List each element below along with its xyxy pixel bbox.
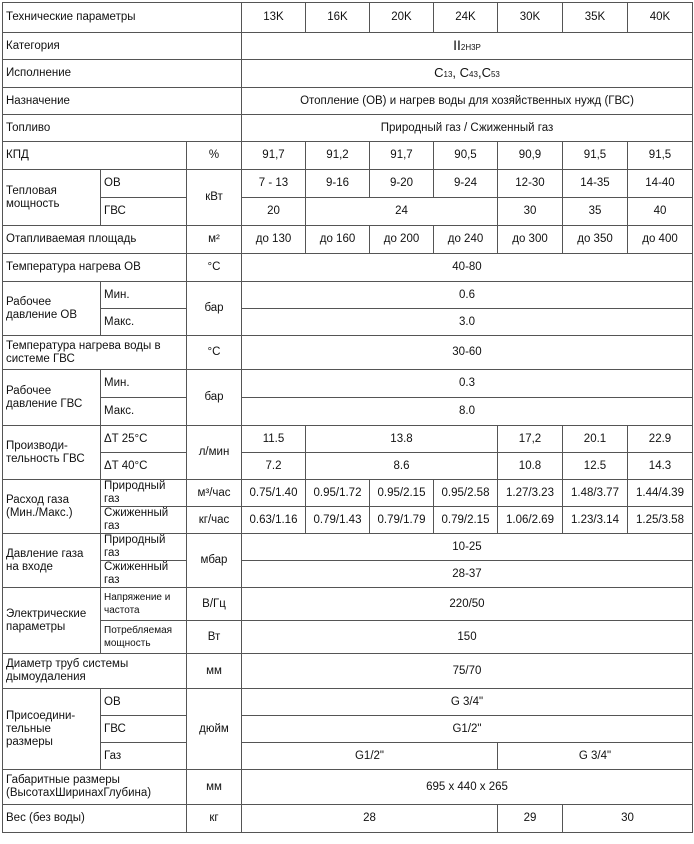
model-20k: 20K <box>370 3 434 33</box>
gas-consumption-lpg-label: Сжиженный газ <box>101 507 187 534</box>
gas-consumption-lpg-16k: 0.79/1.43 <box>306 507 370 534</box>
thermal-power-dhw-35k: 35 <box>563 198 628 226</box>
thermal-power-heating-13k: 7 - 13 <box>242 170 306 198</box>
gas-consumption-natural-unit: м³/час <box>187 480 242 507</box>
thermal-power-dhw-13k: 20 <box>242 198 306 226</box>
heated-area-13k: до 130 <box>242 226 306 254</box>
efficiency-20k: 91,7 <box>370 142 434 170</box>
gas-consumption-lpg-30k: 1.06/2.69 <box>498 507 563 534</box>
electrical-power-value: 150 <box>242 621 693 654</box>
gas-consumption-natural-row <box>3 480 693 507</box>
connections-gas-row <box>3 743 693 770</box>
execution-c2: C <box>459 65 470 80</box>
purpose-label: Назначение <box>3 88 242 115</box>
gas-pressure-lpg-row <box>3 561 693 588</box>
heating-temp-unit: °С <box>187 254 242 282</box>
dhw-temp-value: 30-60 <box>242 336 693 370</box>
dhw-pressure-label: Рабочее давление ГВС <box>3 370 101 426</box>
electrical-voltage-value: 220/50 <box>242 588 693 621</box>
weight-unit: кг <box>187 805 242 833</box>
heating-temp-value: 40-80 <box>242 254 693 282</box>
productivity-dt25-row <box>3 426 693 453</box>
execution-value: C13, C43,C53 <box>242 60 693 88</box>
model-40k: 40K <box>628 3 693 33</box>
productivity-dt25-30k: 17,2 <box>498 426 563 453</box>
productivity-dt40-30k: 10.8 <box>498 453 563 480</box>
connections-dhw-value: G1/2" <box>242 716 693 743</box>
dhw-pressure-min-label: Мин. <box>101 370 187 398</box>
execution-label: Исполнение <box>3 60 242 88</box>
heated-area-35k: до 350 <box>563 226 628 254</box>
flue-value: 75/70 <box>242 654 693 689</box>
thermal-power-heating-label: ОВ <box>101 170 187 198</box>
gas-consumption-lpg-35k: 1.23/3.14 <box>563 507 628 534</box>
productivity-dt40-row <box>3 453 693 480</box>
dhw-temp-unit: °С <box>187 336 242 370</box>
dhw-temp-row <box>3 336 693 370</box>
dhw-pressure-max: 8.0 <box>242 398 693 426</box>
efficiency-13k: 91,7 <box>242 142 306 170</box>
electrical-voltage-unit: В/Гц <box>187 588 242 621</box>
heating-pressure-min-label: Мин. <box>101 282 187 309</box>
heating-pressure-max: 3.0 <box>242 309 693 336</box>
dhw-temp-label: Температура нагрева воды в системе ГВС <box>3 336 187 370</box>
category-row <box>3 33 693 60</box>
connections-heating-label: ОВ <box>101 689 187 716</box>
electrical-voltage-label: Напряжение и частота <box>101 588 187 621</box>
gas-consumption-natural-40k: 1.44/4.39 <box>628 480 693 507</box>
heated-area-30k: до 300 <box>498 226 563 254</box>
thermal-power-heating-35k: 14-35 <box>563 170 628 198</box>
header-row <box>3 3 693 33</box>
heated-area-unit: м² <box>187 226 242 254</box>
efficiency-40k: 91,5 <box>628 142 693 170</box>
efficiency-24k: 90,5 <box>434 142 498 170</box>
thermal-power-dhw-30k: 30 <box>498 198 563 226</box>
heating-pressure-min-row <box>3 282 693 309</box>
dimensions-unit: мм <box>187 770 242 805</box>
execution-c1: C <box>434 65 444 80</box>
heated-area-16k: до 160 <box>306 226 370 254</box>
weight-30k: 29 <box>498 805 563 833</box>
weight-label: Вес (без воды) <box>3 805 187 833</box>
execution-row <box>3 60 693 88</box>
heated-area-24k: до 240 <box>434 226 498 254</box>
execution-c1-sub: 13 <box>443 70 453 79</box>
electrical-voltage-row <box>3 588 693 621</box>
gas-consumption-natural-30k: 1.27/3.23 <box>498 480 563 507</box>
flue-unit: мм <box>187 654 242 689</box>
efficiency-row <box>3 142 693 170</box>
thermal-power-dhw-label: ГВС <box>101 198 187 226</box>
heated-area-row <box>3 226 693 254</box>
gas-pressure-lpg-label: Сжиженный газ <box>101 561 187 588</box>
gas-consumption-natural-20k: 0.95/2.15 <box>370 480 434 507</box>
flue-row <box>3 654 693 689</box>
gas-consumption-lpg-24k: 0.79/2.15 <box>434 507 498 534</box>
productivity-label: Производи-тельность ГВС <box>3 426 101 480</box>
productivity-unit: л/мин <box>187 426 242 480</box>
productivity-dt25-13k: 11.5 <box>242 426 306 453</box>
productivity-dt25-label: ΔT 25°С <box>101 426 187 453</box>
model-24k: 24K <box>434 3 498 33</box>
thermal-power-dhw-40k: 40 <box>628 198 693 226</box>
gas-pressure-unit: мбар <box>187 534 242 588</box>
electrical-power-label: Потребляемая мощность <box>101 621 187 654</box>
technical-specifications-table <box>2 2 693 833</box>
model-16k: 16K <box>306 3 370 33</box>
gas-consumption-natural-13k: 0.75/1.40 <box>242 480 306 507</box>
fuel-label: Топливо <box>3 115 242 142</box>
fuel-value: Природный газ / Сжиженный газ <box>242 115 693 142</box>
efficiency-unit: % <box>187 142 242 170</box>
gas-consumption-lpg-13k: 0.63/1.16 <box>242 507 306 534</box>
gas-consumption-natural-16k: 0.95/1.72 <box>306 480 370 507</box>
dhw-pressure-min: 0.3 <box>242 370 693 398</box>
thermal-power-heating-30k: 12-30 <box>498 170 563 198</box>
heating-temp-label: Температура нагрева ОВ <box>3 254 187 282</box>
connections-unit: дюйм <box>187 689 242 770</box>
productivity-dt40-16k-24k: 8.6 <box>306 453 498 480</box>
heating-pressure-unit: бар <box>187 282 242 336</box>
gas-consumption-natural-35k: 1.48/3.77 <box>563 480 628 507</box>
connections-gas-label: Газ <box>101 743 187 770</box>
category-label: Категория <box>3 33 242 60</box>
heated-area-label: Отапливаемая площадь <box>3 226 187 254</box>
gas-consumption-lpg-unit: кг/час <box>187 507 242 534</box>
model-30k: 30K <box>498 3 563 33</box>
dhw-pressure-unit: бар <box>187 370 242 426</box>
thermal-power-heating-24k: 9-24 <box>434 170 498 198</box>
dimensions-row <box>3 770 693 805</box>
thermal-power-heating-row <box>3 170 693 198</box>
connections-heating-value: G 3/4" <box>242 689 693 716</box>
category-value-sub: 2H3P <box>460 42 481 52</box>
heated-area-40k: до 400 <box>628 226 693 254</box>
gas-pressure-label: Давление газа на входе <box>3 534 101 588</box>
dhw-pressure-max-label: Макс. <box>101 398 187 426</box>
weight-row <box>3 805 693 833</box>
connections-gas-30k-40k: G 3/4" <box>498 743 693 770</box>
category-value-main: II <box>453 36 461 53</box>
gas-consumption-natural-24k: 0.95/2.58 <box>434 480 498 507</box>
thermal-power-dhw-16k-24k: 24 <box>306 198 498 226</box>
efficiency-35k: 91,5 <box>563 142 628 170</box>
heating-pressure-label: Рабочее давление ОВ <box>3 282 101 336</box>
heated-area-20k: до 200 <box>370 226 434 254</box>
execution-c3: C <box>481 65 491 80</box>
thermal-power-heating-20k: 9-20 <box>370 170 434 198</box>
electrical-power-unit: Вт <box>187 621 242 654</box>
purpose-row <box>3 88 693 115</box>
fuel-row <box>3 115 693 142</box>
gas-pressure-natural-row <box>3 534 693 561</box>
gas-pressure-natural-label: Природный газ <box>101 534 187 561</box>
productivity-dt25-35k: 20.1 <box>563 426 628 453</box>
heating-pressure-min: 0.6 <box>242 282 693 309</box>
model-13k: 13K <box>242 3 306 33</box>
connections-gas-13k-24k: G1/2" <box>242 743 498 770</box>
productivity-dt40-40k: 14.3 <box>628 453 693 480</box>
weight-35k-40k: 30 <box>563 805 693 833</box>
connections-dhw-label: ГВС <box>101 716 187 743</box>
heating-pressure-max-label: Макс. <box>101 309 187 336</box>
heating-pressure-max-row <box>3 309 693 336</box>
dhw-pressure-max-row <box>3 398 693 426</box>
purpose-value: Отопление (ОВ) и нагрев воды для хозяйственных нужд (ГВС) <box>242 88 693 115</box>
connections-dhw-row <box>3 716 693 743</box>
efficiency-label: КПД <box>3 142 187 170</box>
connections-heating-row <box>3 689 693 716</box>
gas-consumption-lpg-20k: 0.79/1.79 <box>370 507 434 534</box>
header-label: Технические параметры <box>3 3 242 33</box>
gas-pressure-natural-value: 10-25 <box>242 534 693 561</box>
gas-consumption-label: Расход газа (Мин./Макс.) <box>3 480 101 534</box>
thermal-power-label: Тепловая мощность <box>3 170 101 226</box>
gas-consumption-lpg-row <box>3 507 693 534</box>
gas-pressure-lpg-value: 28-37 <box>242 561 693 588</box>
efficiency-30k: 90,9 <box>498 142 563 170</box>
weight-13k-24k: 28 <box>242 805 498 833</box>
productivity-dt25-16k-24k: 13.8 <box>306 426 498 453</box>
productivity-dt40-label: ΔT 40°С <box>101 453 187 480</box>
electrical-label: Электрические параметры <box>3 588 101 654</box>
productivity-dt25-40k: 22.9 <box>628 426 693 453</box>
gas-consumption-natural-label: Природный газ <box>101 480 187 507</box>
productivity-dt40-35k: 12.5 <box>563 453 628 480</box>
heating-temp-row <box>3 254 693 282</box>
dimensions-label: Габаритные размеры (ВысотахШиринахГлубина) <box>3 770 187 805</box>
thermal-power-dhw-row <box>3 198 693 226</box>
dhw-pressure-min-row <box>3 370 693 398</box>
thermal-power-heating-16k: 9-16 <box>306 170 370 198</box>
efficiency-16k: 91,2 <box>306 142 370 170</box>
connections-label: Присоедини-тельные размеры <box>3 689 101 770</box>
flue-label: Диаметр труб системы дымоудаления <box>3 654 187 689</box>
dimensions-value: 695 x 440 x 265 <box>242 770 693 805</box>
execution-c2-sub: 43 <box>469 70 478 79</box>
thermal-power-unit: кВт <box>187 170 242 226</box>
productivity-dt40-13k: 7.2 <box>242 453 306 480</box>
gas-consumption-lpg-40k: 1.25/3.58 <box>628 507 693 534</box>
electrical-power-row <box>3 621 693 654</box>
model-35k: 35K <box>563 3 628 33</box>
category-value <box>242 33 693 60</box>
thermal-power-heating-40k: 14-40 <box>628 170 693 198</box>
execution-c3-sub: 53 <box>490 70 500 79</box>
